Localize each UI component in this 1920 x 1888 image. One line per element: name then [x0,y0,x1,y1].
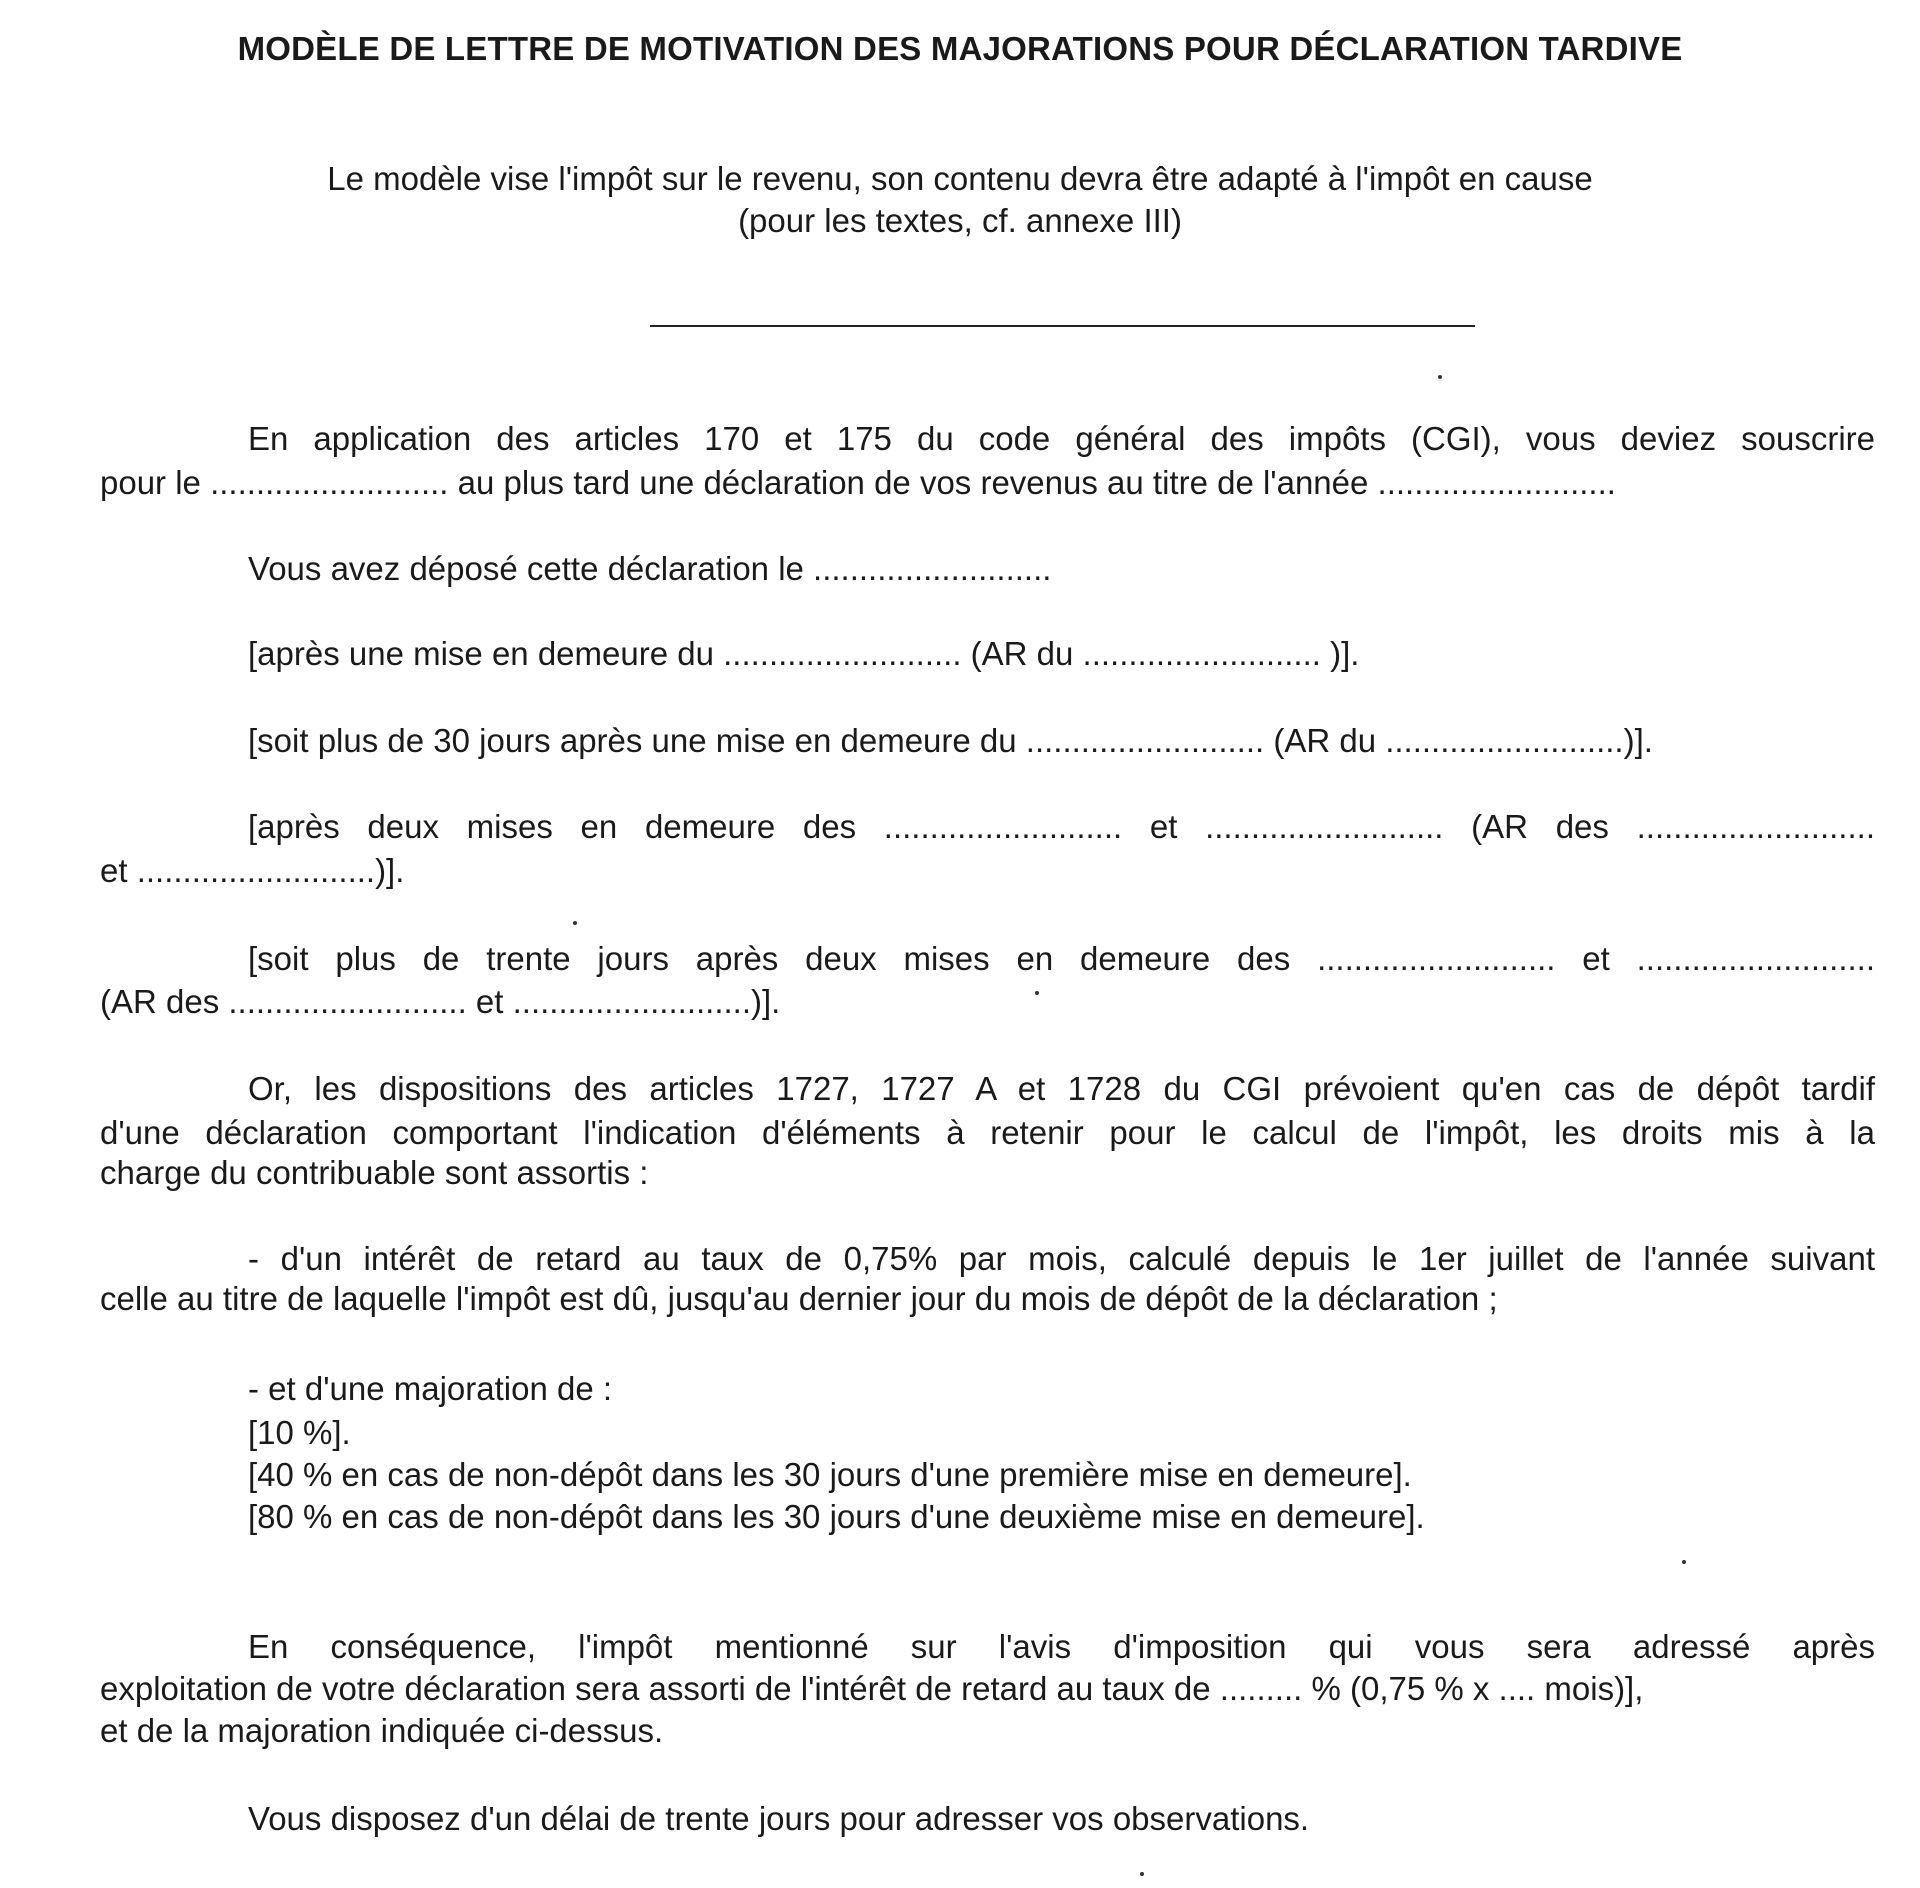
subtitle-line-1: Le modèle vise l'impôt sur le revenu, son contenu devra être adapté à l'impôt en cause [327,160,1593,197]
surcharge-10-percent: [10 %]. [248,1414,351,1451]
paragraph-consequence-line-2: exploitation de votre déclaration sera assorti de l'intérêt de retard au taux de ......... % (0,75 % x .... mois)], [100,1670,1644,1707]
paragraph-two-notices-line-2: et ..........................)]. [100,852,405,889]
subtitle-line-2: (pour les textes, cf. annexe III) [738,202,1182,239]
separator-rule [650,325,1475,327]
paragraph-legal-provisions-line-2: d'une déclaration comportant l'indication d'éléments à retenir pour le calcul de l'impôt, les droits mis à la [100,1114,1875,1151]
paragraph-application-line-1: En application des articles 170 et 175 du code général des impôts (CGI), vous deviez souscrire [248,420,1875,457]
paragraph-interest-line-1: - d'un intérêt de retard au taux de 0,75% par mois, calculé depuis le 1er juillet de l'année suivant [248,1240,1875,1277]
paragraph-30-days-one-notice: [soit plus de 30 jours après une mise en demeure du .......................... (AR du ..........................)]. [248,722,1653,759]
scan-speck [1682,1560,1686,1564]
scan-speck [1035,991,1039,995]
paragraph-two-notices-line-1: [après deux mises en demeure des .......................... et .......................... (AR des .......................... [248,808,1875,845]
document-title: MODÈLE DE LETTRE DE MOTIVATION DES MAJORATIONS POUR DÉCLARATION TARDIVE [237,30,1683,67]
paragraph-deposit-date: Vous avez déposé cette déclaration le .......................... [248,550,1052,587]
paragraph-consequence-line-3: et de la majoration indiquée ci-dessus. [100,1712,664,1749]
scan-speck [1140,1872,1144,1876]
paragraph-consequence-line-1: En conséquence, l'impôt mentionné sur l'avis d'imposition qui vous sera adressé après [248,1628,1875,1665]
surcharge-80-percent: [80 % en cas de non-dépôt dans les 30 jours d'une deuxième mise en demeure]. [248,1498,1425,1535]
paragraph-surcharge-intro: - et d'une majoration de : [248,1370,613,1407]
paragraph-observations-delay: Vous disposez d'un délai de trente jours pour adresser vos observations. [248,1800,1310,1837]
paragraph-30-days-two-notices-line-2: (AR des .......................... et ..........................)]. [100,983,781,1020]
scan-speck [1438,375,1442,379]
surcharge-40-percent: [40 % en cas de non-dépôt dans les 30 jours d'une première mise en demeure]. [248,1456,1412,1493]
paragraph-30-days-two-notices-line-1: [soit plus de trente jours après deux mises en demeure des .......................... et .......................... [248,940,1875,977]
paragraph-legal-provisions-line-3: charge du contribuable sont assortis : [100,1154,649,1191]
scan-speck [573,921,577,925]
paragraph-application-line-2: pour le .......................... au plus tard une déclaration de vos revenus au titre de l'année .......................... [100,464,1616,501]
paragraph-interest-line-2: celle au titre de laquelle l'impôt est dû, jusqu'au dernier jour du mois de dépôt de la déclaration ; [100,1280,1498,1317]
paragraph-one-notice: [après une mise en demeure du .......................... (AR du .......................... )]. [248,635,1360,672]
paragraph-legal-provisions-line-1: Or, les dispositions des articles 1727, 1727 A et 1728 du CGI prévoient qu'en cas de dépôt tardif [248,1070,1875,1107]
